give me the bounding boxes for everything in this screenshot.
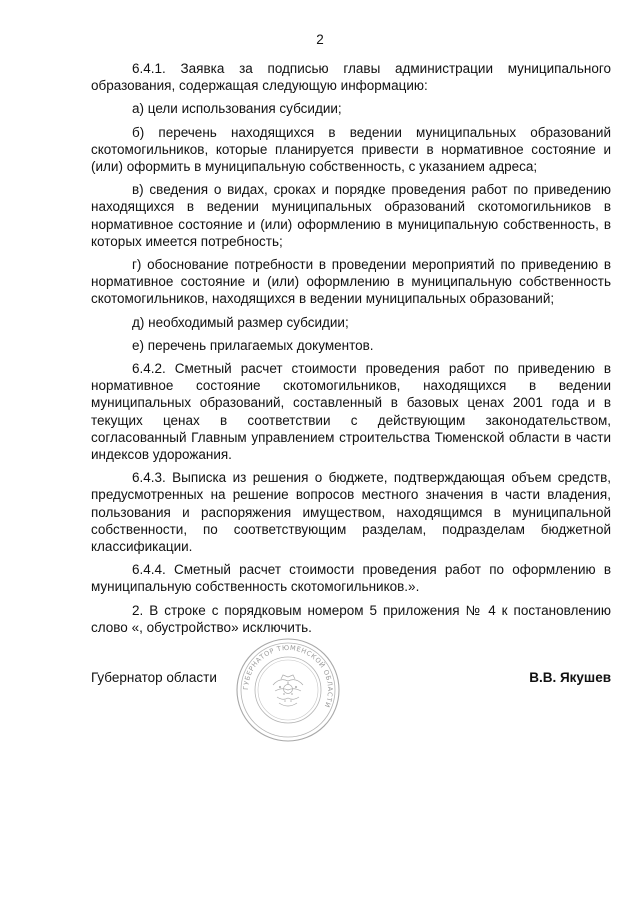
seal-ring-text: ГУБЕРНАТОР ТЮМЕНСКОЙ ОБЛАСТИ <box>241 643 335 709</box>
signatory-title: Губернатор области <box>91 670 217 685</box>
paragraph-item-b: б) перечень находящихся в ведении муниципальных образований скотомогильников, которые планируется привести в нормативное состояние и (или) оформить в муниципальную собственность, с указанием адреса; <box>91 124 611 175</box>
paragraph-item-g: г) обоснование потребности в проведении мероприятий по приведению в нормативное состояние и (или) оформлению в муниципальную собственность скотомогильников, находящихся в ведении муниципальных образований; <box>91 257 611 307</box>
signatory-name: В.В. Якушев <box>529 670 611 685</box>
paragraph-6-4-2: 6.4.2. Сметный расчет стоимости проведения работ по приведению в нормативное состояние скотомогильников, находящихся в ведении муниципальных образований, составленный в базовых ценах 2001 года и в текущих ценах в соответствии с действующим законодательством, согласованный Главным управлением строительства Тюменской области в части индексов удорожания. <box>91 361 611 463</box>
signature-block <box>91 670 611 690</box>
paragraph-6-4-4: 6.4.4. Сметный расчет стоимости проведения работ по оформлению в муниципальную собственность скотомогильников.». <box>91 562 611 595</box>
paragraph-item-d: д) необходимый размер субсидии; <box>132 314 349 330</box>
official-seal-icon <box>235 637 341 743</box>
paragraph-6-4-1: 6.4.1. Заявка за подписью главы администрации муниципального образования, содержащая следующую информацию: <box>91 61 611 94</box>
svg-text:ГУБЕРНАТОР ТЮМЕНСКОЙ ОБЛАСТИ <box>242 644 334 709</box>
paragraph-item-e: е) перечень прилагаемых документов. <box>132 337 374 353</box>
paragraph-2: 2. В строке с порядковым номером 5 приложения № 4 к постановлению слово «, обустройство» исключить. <box>91 602 611 635</box>
paragraph-item-v: в) сведения о видах, сроках и порядке проведения работ по приведению находящихся в ведении муниципальных образований скотомогильников в нормативное состояние и (или) оформлению в муниципальную собственность, в которых имеется потребность; <box>91 182 611 249</box>
page-number: 2 <box>316 32 324 47</box>
paragraph-item-a: а) цели использования субсидии; <box>132 101 342 117</box>
paragraph-6-4-3: 6.4.3. Выписка из решения о бюджете, подтверждающая объем средств, предусмотренных на решение вопросов местного значения в части владения, пользования и распоряжения имуществом, находящимся в муниципальной собственности, по соответствующим разделам, подразделам бюджетной классификации. <box>91 470 611 555</box>
document-body <box>91 60 611 642</box>
